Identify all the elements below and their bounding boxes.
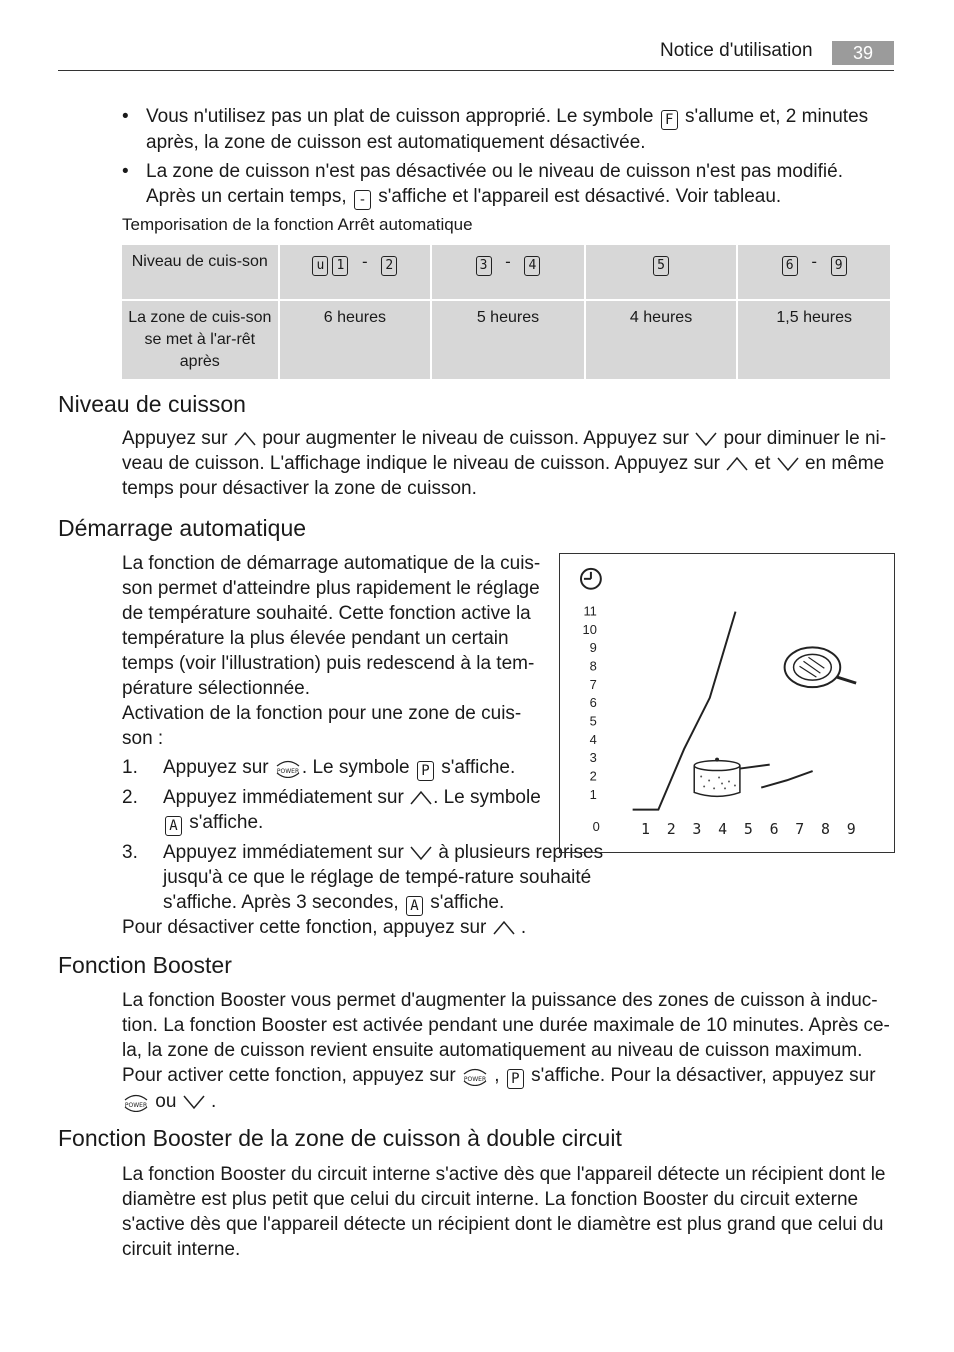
u-segment-icon: u [312,256,328,276]
table-cell-time: 4 heures [586,299,737,379]
x-tick-label: 2 [666,820,676,839]
down-arrow-icon [409,845,433,861]
table-cell-time: 6 heures [280,299,431,379]
list-item: 1. Appuyez sur POWER . Le symbole P s'affiche. [122,757,516,779]
table-cell-level: 6 - 9 [738,245,890,299]
a-symbol-icon: A [406,896,423,916]
bullet-item: • La zone de cuisson n'est pas désactivée ou le niveau de cuisson n'est pas modifié. Après un certain temps, - s'affiche et l'appareil est désactivé. Voir tableau. [122,161,843,208]
svg-text:POWER: POWER [124,1101,148,1109]
header-rule [58,70,894,71]
f-symbol-icon: F [661,110,678,130]
table-cell-level: u 1 - 2 [280,245,431,299]
p-symbol-icon: P [507,1069,524,1089]
x-tick-label: 4 [718,820,728,839]
y-tick-label: 3 [589,750,597,766]
series-line-1 [633,612,736,810]
up-arrow-icon [233,431,257,447]
y-tick-label: 2 [589,768,597,784]
power-icon [122,1092,150,1112]
y-tick-label: 11 [583,603,597,619]
x-tick-label: 6 [769,820,779,839]
table-caption: Temporisation de la fonction Arrêt automatique [122,215,473,234]
y-tick-label: 7 [589,676,597,692]
pot-icon [694,758,769,797]
booster-activation: Pour activer cette fonction, appuyez sur POWER , P s'affiche. Pour la désactiver, appuyez sur POWER ou . [122,1065,876,1112]
clock-icon [581,569,601,589]
down-arrow-icon [776,456,800,472]
x-tick-label: 8 [821,820,830,839]
frying-pan-icon [785,647,857,687]
power-icon [461,1066,489,1086]
page-number: 39 [832,41,894,65]
power-icon [274,758,302,778]
y-tick-label: 4 [589,731,597,747]
x-tick-label: 5 [743,820,753,839]
auto-start-chart [559,553,895,853]
y-tick-label: 8 [589,658,597,674]
bullet-item: • Vous n'utilisez pas un plat de cuisson approprié. Le symbole F s'allume et, 2 minutes après, la zone de cuisson est automatiquement désactivée. [122,106,869,153]
table-cell-level: 3 - 4 [432,245,584,299]
p-symbol-icon: P [417,761,434,781]
series-line-2 [761,771,812,787]
auto-off-table [120,245,892,379]
bullet-dot: • [122,106,129,127]
double-circuit-paragraph: La fonction Booster du circuit interne s'active dès que l'appareil détecte un récipient dont le diamètre est plus petit que celui du circuit interne. La fonction Booster du circuit externe s'active dès que l'appareil détecte un récipient dont le diamètre est plus grand que celui du circuit interne. [122,1164,886,1260]
y-tick-label: 1 [589,786,597,802]
section-title-booster: Fonction Booster [58,952,232,978]
x-tick-label: 3 [692,820,702,839]
bullet-dot: • [122,161,129,182]
y-tick-label: 10 [582,621,597,637]
row-label-time: La zone de cuis-son se met à l'ar-rêt après [122,299,278,379]
svg-text:POWER: POWER [276,767,300,775]
section-title-demarrage: Démarrage automatique [58,515,307,541]
booster-paragraph: La fonction Booster vous permet d'augmenter la puissance des zones de cuisson à induc-tion. La fonction Booster est activée pendant une durée maximale de 10 minutes. Après ce-la, la zone de cuisson revient ensuite automatiquement au niveau de cuisson maximum. [122,990,890,1061]
niveau-paragraph: Appuyez sur pour augmenter le niveau de cuisson. Appuyez sur pour diminuer le ni-veau de cuisson. L'affichage indique le niveau de cuisson. Appuyez sur et en même temps pour désactiver la zone de cuisson. [122,428,887,499]
down-arrow-icon [694,431,718,447]
demarrage-activation: Activation de la fonction pour une zone de cuis-son : [122,703,522,749]
up-arrow-icon [409,790,433,806]
list-item: 3. Appuyez immédiatement sur à plusieurs reprises jusqu'à ce que le réglage de tempé-rature souhaité s'affiche. Après 3 secondes, A s'affiche. [122,842,604,914]
x-tick-label: 1 [641,820,650,839]
list-item: 2. Appuyez immédiatement sur . Le symbole A s'affiche. [122,787,541,834]
a-symbol-icon: A [165,816,182,836]
table-cell-time: 5 heures [432,299,584,379]
down-arrow-icon [182,1094,206,1110]
table-cell-time: 1,5 heures [738,299,890,379]
y-tick-label: 5 [589,713,597,729]
up-arrow-icon [492,920,516,936]
table-cell-level: 5 [586,245,737,299]
up-arrow-icon [725,456,749,472]
y-tick-label: 0 [592,819,600,835]
x-tick-label: 9 [846,820,856,839]
header-title: Notice d'utilisation [660,40,813,61]
y-tick-label: 9 [589,640,597,656]
x-tick-label: 7 [795,820,805,839]
svg-text:POWER: POWER [463,1075,487,1083]
row-label-level: Niveau de cuis-son [122,245,278,299]
demarrage-intro: La fonction de démarrage automatique de la cuis-son permet d'atteindre plus rapidement le réglage de température souhaité. Cette fonction active la température la plus élevée pendant un certain temps (voir l'illustration) puis redescend à la tem-pérature sélectionnée. [122,553,541,699]
section-title-double-circuit: Fonction Booster de la zone de cuisson à double circuit [58,1125,622,1151]
section-title-niveau: Niveau de cuisson [58,391,246,417]
minus-symbol-icon: - [354,190,371,210]
y-tick-label: 6 [589,695,597,711]
demarrage-disable: Pour désactiver cette fonction, appuyez sur . [122,917,527,938]
